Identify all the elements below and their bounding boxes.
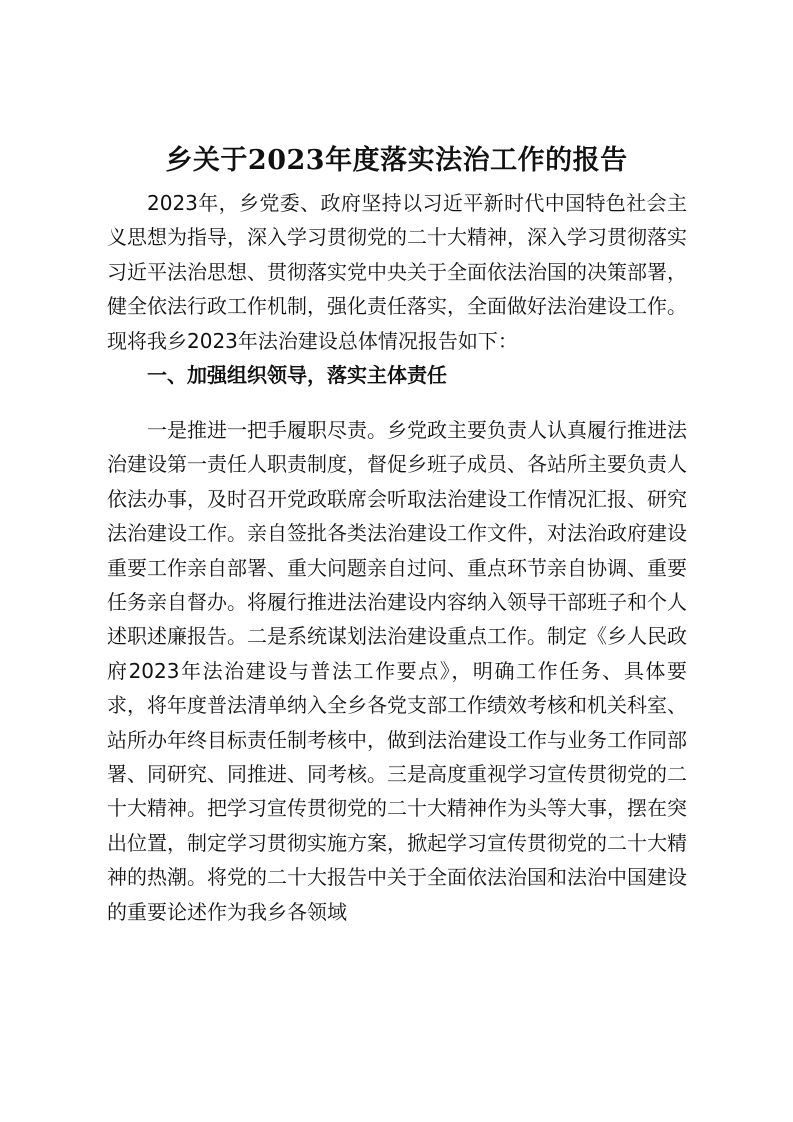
section-paragraph: 一是推进一把手履职尽责。乡党政主要负责人认真履行推进法治建设第一责任人职责制度，督促乡班子成员、各站所主要负责人依法办事，及时召开党政联席会听取法治建设工作情况汇报、研究法治建设工作。亲自签批各类法治建设工作文件，对法治政府建设重要工作亲自部署、重大问题亲自过问、重点环节亲自协调、重要任务亲自督办。将履行推进法治建设内容纳入领导干部班子和个人述职述廉报告。二是系统谋划法治建设重点工作。制定《乡人民政府2023年法治建设与普法工作要点》，明确工作任务、具体要求，将年度普法清单纳入全乡各党支部工作绩效考核和机关科室、站所办年终目标责任制考核中，做到法治建设工作与业务工作同部署、同研究、同推进、同考核。三是高度重视学习宣传贯彻党的二十大精神。把学习宣传贯彻党的二十大精神作为头等大事，摆在突出位置，制定学习贯彻实施方案，掀起学习宣传贯彻党的二十大精神的热潮。将党的二十大报告中关于全面依法治国和法治中国建设的重要论述作为我乡各领域: [107, 418, 687, 924]
section-heading: 一、加强组织领导，落实主体责任: [147, 363, 447, 387]
document-title: 乡关于2023年度落实法治工作的报告: [165, 145, 628, 176]
intro-paragraph: 2023年，乡党委、政府坚持以习近平新时代中国特色社会主义思想为指导，深入学习贯彻党的二十大精神，深入学习贯彻落实习近平法治思想、贯彻落实党中央关于全面依法治国的决策部署，健全依法行政工作机制，强化责任落实，全面做好法治建设工作。现将我乡2023年法治建设总体情况报告如下：: [107, 191, 687, 353]
